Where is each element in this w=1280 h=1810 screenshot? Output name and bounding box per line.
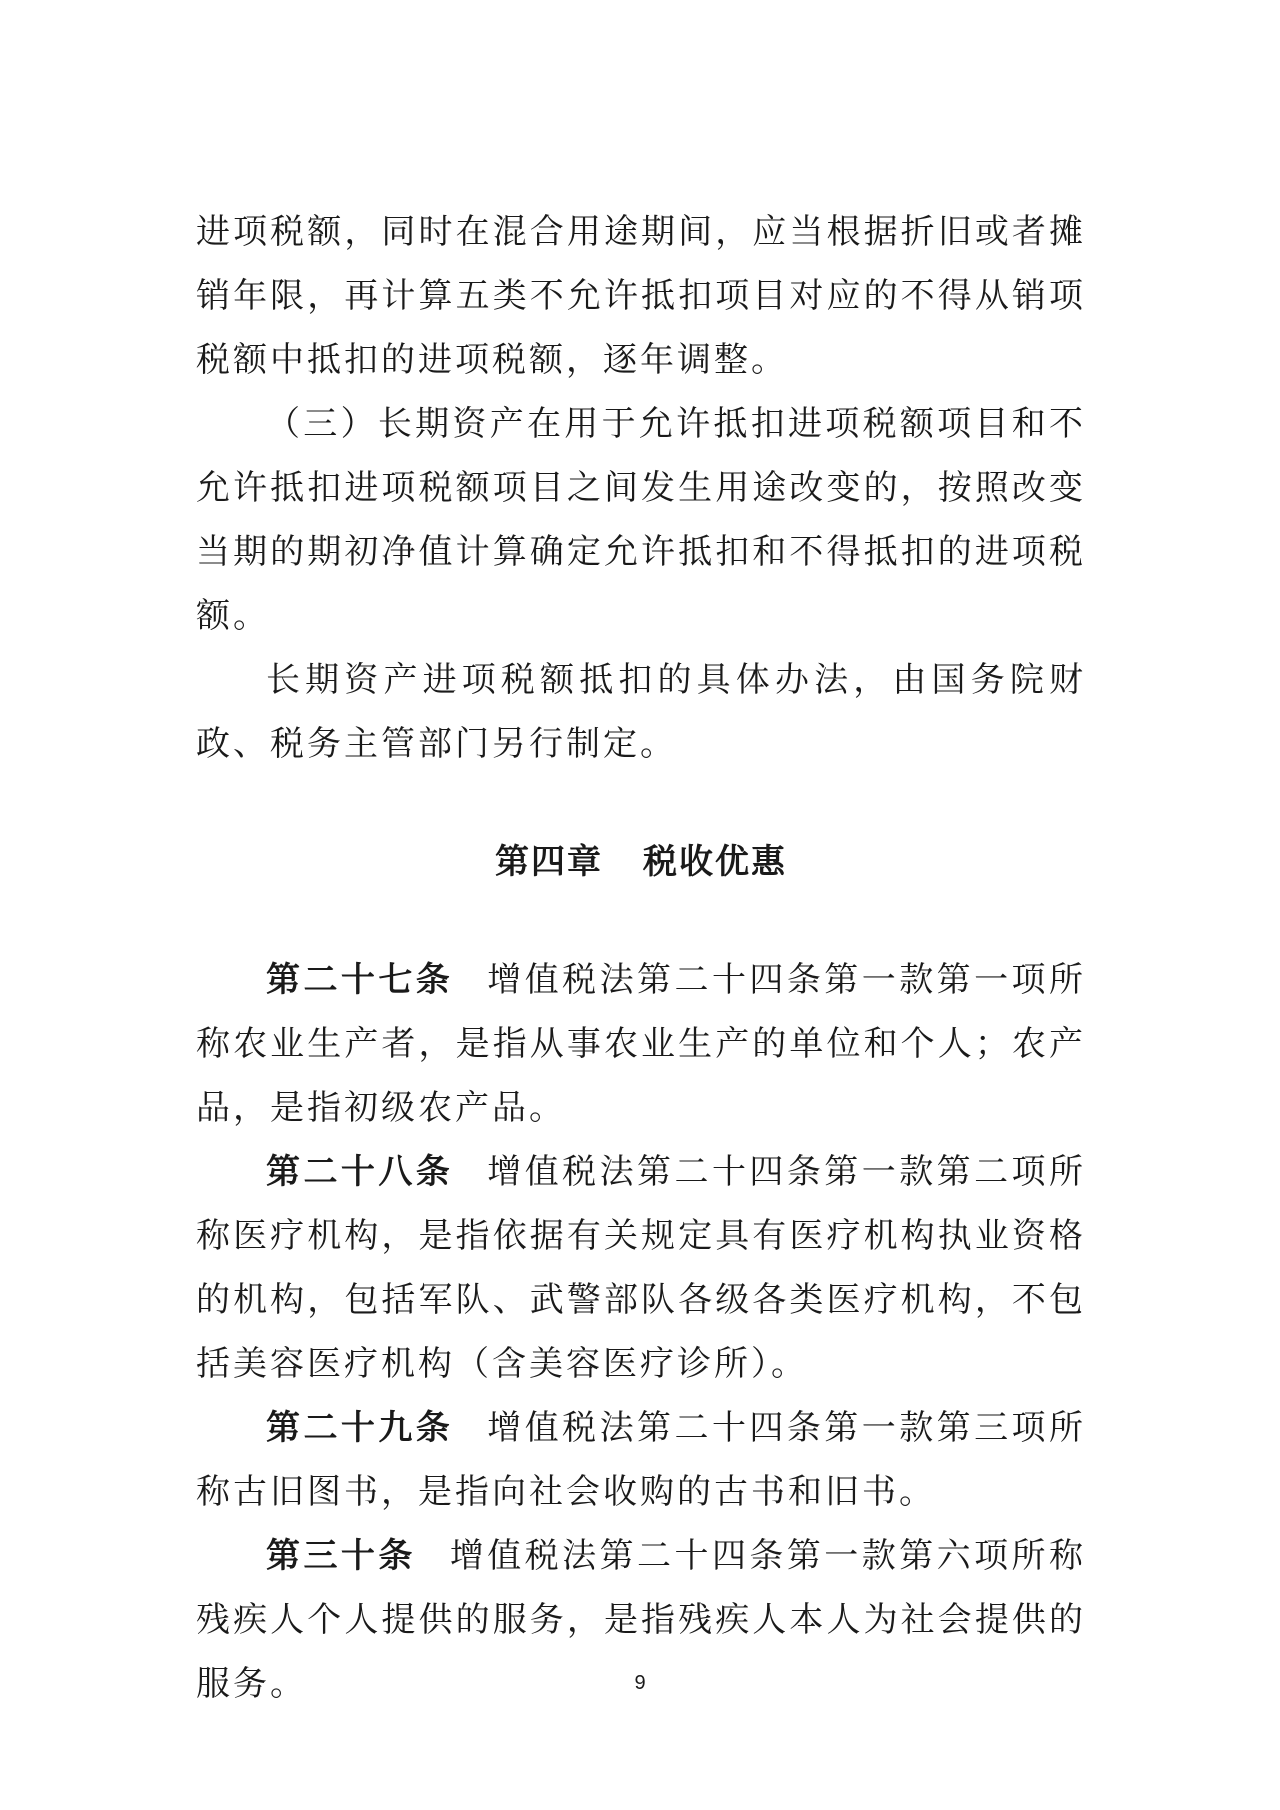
paragraph-continuation: 进项税额，同时在混合用途期间，应当根据折旧或者摊销年限，再计算五类不允许抵扣项目对应的不得从销项税额中抵扣的进项税额，逐年调整。 [196, 212, 1086, 380]
chapter-number: 第四章 [495, 842, 603, 882]
article-text: 增值税法第二十四条第一款第一项所称农业生产者，是指从事农业生产的单位和个人；农产品，是指初级农产品。 [196, 960, 1086, 1128]
article-text: 增值税法第二十四条第一款第六项所称残疾人个人提供的服务，是指残疾人本人为社会提供的服务。 [196, 1536, 1087, 1704]
chapter-title: 税收优惠 [643, 842, 787, 882]
article-number: 第二十九条 [266, 1408, 454, 1448]
article-number: 第二十八条 [266, 1152, 454, 1192]
page-number: 9 [634, 1672, 646, 1694]
article-27 [196, 948, 1086, 1140]
document-body [196, 200, 1086, 1716]
article-text: 增值税法第二十四条第一款第三项所称古旧图书，是指向社会收购的古书和旧书。 [196, 1408, 1086, 1512]
article-29 [196, 1396, 1086, 1524]
article-text: 增值税法第二十四条第一款第二项所称医疗机构，是指依据有关规定具有医疗机构执业资格的机构，包括军队、武警部队各级各类医疗机构，不包括美容医疗机构（含美容医疗诊所）。 [196, 1152, 1086, 1384]
article-28 [196, 1140, 1086, 1396]
chapter-heading [196, 776, 1086, 948]
paragraph-item-three: （三）长期资产在用于允许抵扣进项税额项目和不允许抵扣进项税额项目之间发生用途改变的，按照改变当期的期初净值计算确定允许抵扣和不得抵扣的进项税额。 [196, 404, 1086, 636]
paragraph-long-term-assets: 长期资产进项税额抵扣的具体办法，由国务院财政、税务主管部门另行制定。 [196, 660, 1086, 764]
article-number: 第二十七条 [266, 960, 454, 1000]
article-number: 第三十条 [266, 1536, 416, 1576]
